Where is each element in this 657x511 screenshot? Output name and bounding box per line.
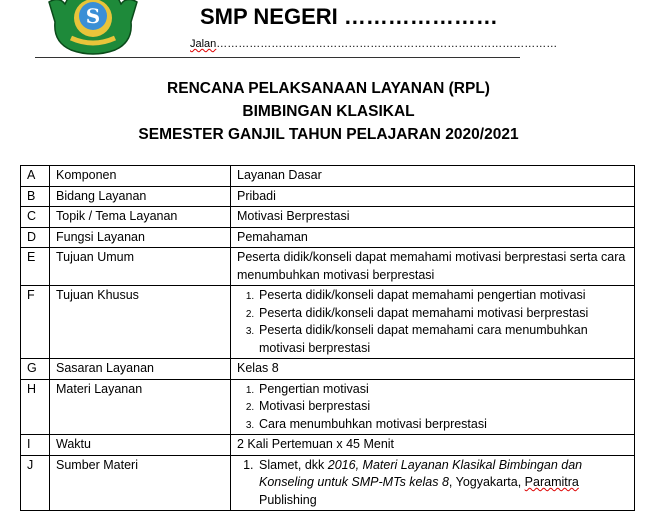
row-label: Sasaran Layanan xyxy=(50,359,231,380)
school-address xyxy=(190,38,557,50)
doc-subtitle: BIMBINGAN KLASIKAL xyxy=(242,103,415,120)
row-content xyxy=(231,166,635,187)
row-code: B xyxy=(21,186,50,207)
row-value: Kelas 8 xyxy=(237,361,279,375)
table-row xyxy=(21,248,635,286)
row-content xyxy=(231,435,635,456)
row-label: Bidang Layanan xyxy=(50,186,231,207)
list-item: 3. Cara menumbuhkan motivasi berprestasi xyxy=(257,416,628,434)
row-value: 2 Kali Pertemuan x 45 Menit xyxy=(237,437,395,451)
table-row xyxy=(21,359,635,380)
row-content xyxy=(231,286,635,359)
rpl-table xyxy=(20,165,635,511)
source-item: 1. Slamet, dkk 2016, Materi Layanan Klasikal Bimbingan dan Konseling untuk SMP-MTs kelas 8, Yogyakarta, Paramitra Publishing xyxy=(257,457,628,510)
table-row xyxy=(21,286,635,359)
row-value: Layanan Dasar xyxy=(237,168,322,182)
table-row xyxy=(21,166,635,187)
table-row xyxy=(21,455,635,511)
row-label: Sumber Materi xyxy=(50,455,231,511)
row-value: Pemahaman xyxy=(237,229,308,244)
row-content xyxy=(231,359,635,380)
row-content xyxy=(231,227,635,248)
table-row xyxy=(21,227,635,248)
row-label: Tujuan Umum xyxy=(50,248,231,286)
table-row xyxy=(21,186,635,207)
list-item: 2. Motivasi berprestasi xyxy=(257,398,628,416)
row-label: Komponen xyxy=(50,166,231,187)
row-content xyxy=(231,186,635,207)
list-item: 1. Pengertian motivasi xyxy=(257,381,628,399)
row-label: Materi Layanan xyxy=(50,379,231,435)
row-content xyxy=(231,379,635,435)
table-row xyxy=(21,435,635,456)
list-item: 3. Peserta didik/konseli dapat memahami cara menumbuhkan motivasi berprestasi xyxy=(257,322,628,357)
row-label: Fungsi Layanan xyxy=(50,227,231,248)
row-code: J xyxy=(21,455,50,511)
row-content xyxy=(231,207,635,228)
row-label: Topik / Tema Layanan xyxy=(50,207,231,228)
table-row xyxy=(21,207,635,228)
row-label: Tujuan Khusus xyxy=(50,286,231,359)
row-value: Pribadi xyxy=(237,188,276,203)
row-value: Peserta didik/konseli dapat memahami motivasi berprestasi serta cara menumbuhkan motivasi berprestasi xyxy=(237,250,626,282)
row-code: G xyxy=(21,359,50,380)
school-logo xyxy=(45,0,141,56)
row-value: Motivasi Berprestasi xyxy=(237,209,350,223)
row-code: C xyxy=(21,207,50,228)
address-dots: ………………………………………………………………………………… xyxy=(216,38,558,50)
list-item: 1. Peserta didik/konseli dapat memahami pengertian motivasi xyxy=(257,287,628,305)
doc-title: RENCANA PELAKSANAAN LAYANAN (RPL) xyxy=(167,80,490,97)
row-code: D xyxy=(21,227,50,248)
row-content xyxy=(231,248,635,286)
table-row xyxy=(21,379,635,435)
row-code: H xyxy=(21,379,50,435)
row-code: A xyxy=(21,166,50,187)
school-name: SMP NEGERI ………………… xyxy=(200,4,498,29)
list-item: 2. Peserta didik/konseli dapat memahami motivasi berprestasi xyxy=(257,305,628,323)
row-code: I xyxy=(21,435,50,456)
row-label: Waktu xyxy=(50,435,231,456)
row-content xyxy=(231,455,635,511)
doc-semester: SEMESTER GANJIL TAHUN PELAJARAN 2020/2021 xyxy=(138,126,519,143)
row-code: E xyxy=(21,248,50,286)
header-divider xyxy=(35,57,520,58)
row-code: F xyxy=(21,286,50,359)
svg-text:S: S xyxy=(85,4,101,28)
address-label: Jalan xyxy=(190,38,217,50)
